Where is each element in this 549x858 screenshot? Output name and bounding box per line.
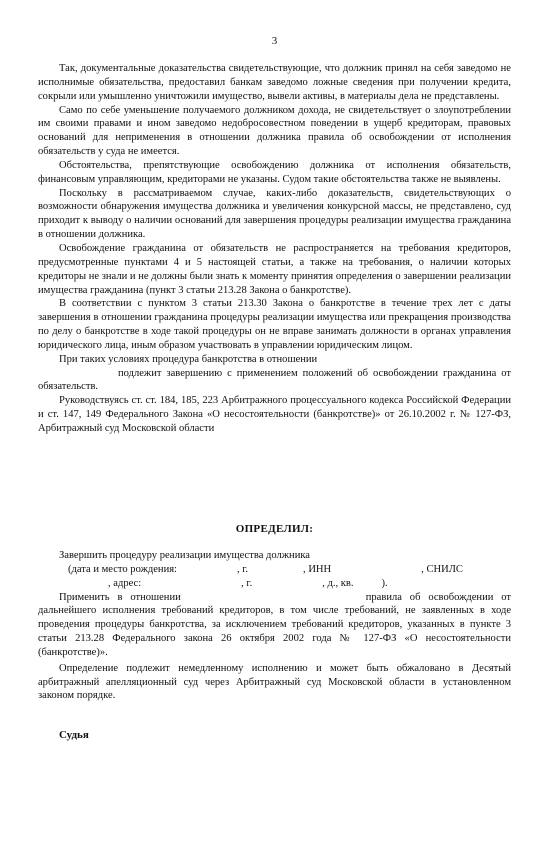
paragraph-guided-by: Руководствуясь ст. ст. 184, 185, 223 Арбитражного процессуального кодекса Российской Федерации и ст. 147, 149 Федерального Закона «О несостоятельности (банкротстве)» от 26.10.2002 г. № 127-ФЗ, Арбитражный суд Московской области: [38, 395, 511, 434]
paragraph-complete-procedure: Завершить процедуру реализации имущества должника (дата и место рождения: , г. , ИНН , СНИЛС , адрес: , г. , д., кв. ).: [59, 550, 463, 589]
ruling-section: [38, 549, 511, 703]
conditions-line2: подлежит завершению с применением положений об освобождении гражданина от обязательств.: [38, 367, 511, 393]
paragraph-release-exceptions: Освобождение гражданина от обязательств не распространяется на требования кредиторов, предусмотренные пунктами 4 и 5 настоящей статьи, а также на требования, о наличии которых кредиторы не знали и не должны были знать к моменту принятия определения о завершении реализации имущества гражданина (пункт 3 статьи 213.28 Закона о банкротстве).: [38, 242, 511, 296]
paragraph-apply-release: Применить в отношении правила об освобождении от дальнейшего исполнения требований кредиторов, в том числе требований, не заявленных в ходе проведения процедуры банкротства, за исключением требований кредиторов, указанных в пункте 3 статьи 213.28 Федерального закона 26 октября 2002 года № 127-ФЗ «О несостоятельности (банкротстве)».: [38, 591, 511, 658]
paragraph-restrictions: В соответствии с пунктом 3 статьи 213.30 Закона о банкротстве в течение трех лет с даты завершения в отношении гражданина процедуры реализации имущества или прекращения производства по делу о банкротстве в ходе такой процедуры он не вправе занимать должности в органах управления юридического лица, иным образом участвовать в управлении юридическим лицом.: [38, 298, 511, 351]
paragraph-no-assets: Поскольку в рассматриваемом случае, каких-либо доказательств, свидетельствующих о возможности обнаружения имущества должника и увеличения конкурсной массы, не представлено, суд приходит к выводу о наличии оснований для завершения процедуры реализации имущества гражданина в отношении должника.: [38, 187, 511, 241]
paragraph-no-evidence: Так, документальные доказательства свидетельствующие, что должник принял на себя заведомо не исполнимые обязательства, предоставил банкам заведомо ложные сведения при получении кредита, сокрыли или умышленно уничтожили имущество, вывели активы, в материалы дела не представлены.: [38, 63, 511, 102]
paragraph-appeal: Определение подлежит немедленному исполнению и может быть обжаловано в Десятый арбитражный апелляционный суд через Арбитражный суд Московской области в установленном законом порядке.: [38, 662, 511, 702]
paragraph-conditions: [38, 353, 511, 395]
reasoning-section: [38, 62, 511, 436]
conditions-line1: При таких условиях процедура банкротства в отношении: [59, 353, 318, 365]
judge-signature-label: Судья: [59, 729, 89, 741]
paragraph-circumstances: Обстоятельства, препятствующие освобождению должника от исполнения обязательств, финансовым управляющим, кредиторами не указаны. Судом такие обстоятельства также не выявлены.: [38, 159, 511, 185]
paragraph-income-decrease: Само по себе уменьшение получаемого должником дохода, не свидетельствует о злоупотреблении им своими правами и ином заведомо недобросовестном поведении в ущерб кредиторам, правовых оснований для неприменения в отношении должника правила об освобождении от исполнения обязательств у суда не имеется.: [38, 104, 511, 158]
page-number: 3: [271, 35, 278, 47]
ruling-heading: ОПРЕДЕЛИЛ:: [235, 523, 314, 535]
